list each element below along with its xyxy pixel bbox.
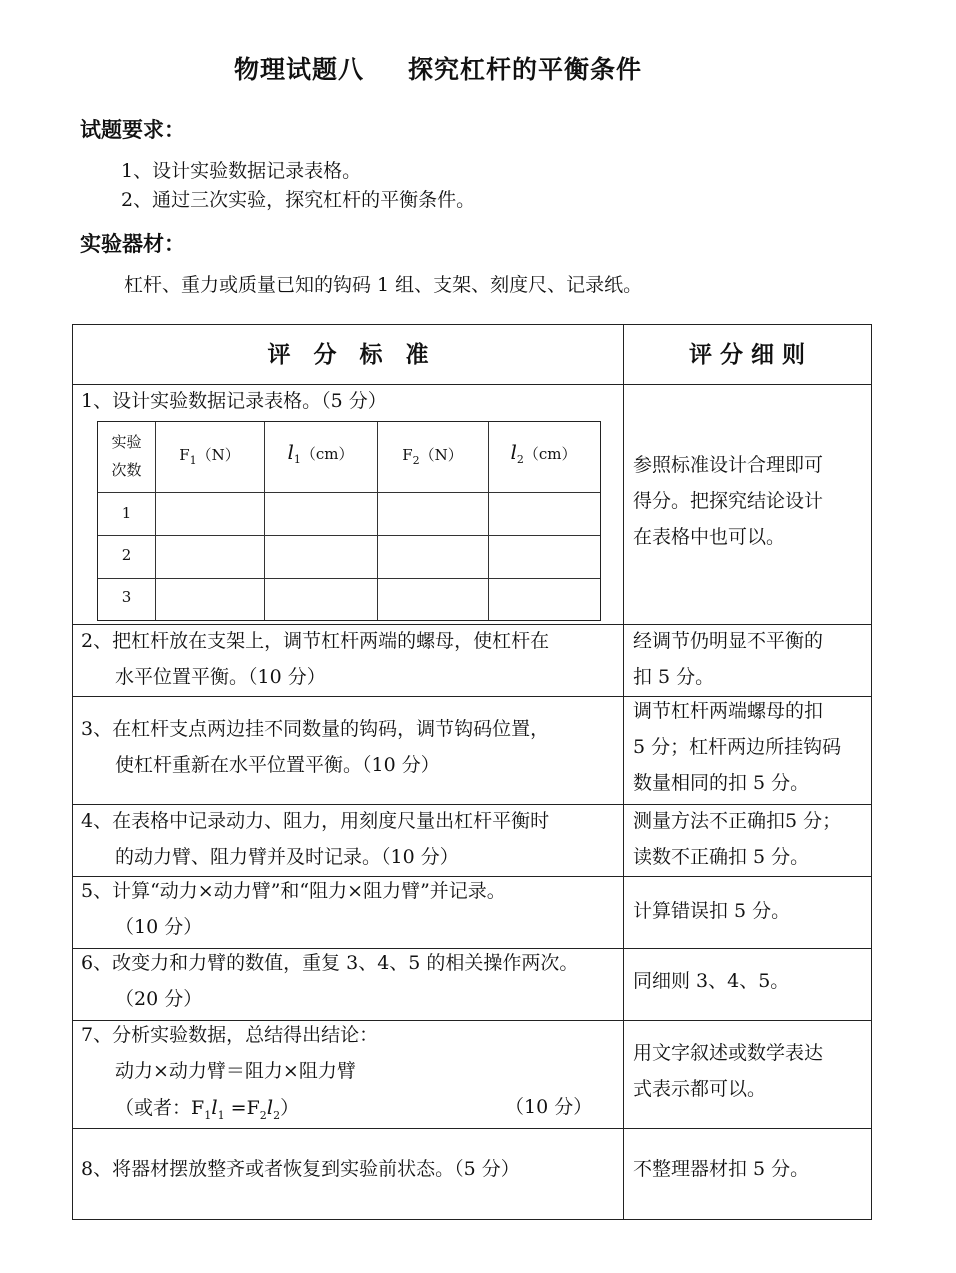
criteria-1: 1、设计实验数据记录表格。（5 分） <box>81 390 387 412</box>
record-trial-number: 1 <box>121 504 132 522</box>
criteria-6: 6、改变力和力臂的数值，重复 3、4、5 的相关操作两次。 （20 分） <box>81 952 579 1010</box>
details-7: 用文字叙述或数学表达 式表示都可以。 <box>633 1042 824 1100</box>
criteria-4: 4、在表格中记录动力、阻力，用刻度尺量出杠杆平衡时 的动力臂、阻力臂并及时记录。（10 分） <box>81 810 550 868</box>
equipment-text: 杠杆、重力或质量已知的钩码 1 组、支架、刻度尺、记录纸。 <box>124 274 643 296</box>
details-3: 调节杠杆两端螺母的扣 5 分；杠杆两边所挂钩码 数量相同的扣 5 分。 <box>633 700 842 794</box>
details-4: 测量方法不正确扣5 分； 读数不正确扣 5 分。 <box>633 810 842 868</box>
header-details: 评 分 细 则 <box>688 342 806 368</box>
page-title <box>0 50 876 86</box>
criteria-7: 7、分析实验数据，总结得出结论： 动力×动力臂＝阻力×阻力臂 （或者：$F_1l_1 =F_2l_2$） （10 分） <box>81 1017 617 1134</box>
requirements-heading: 试题要求： <box>80 118 185 142</box>
scoring-table <box>72 324 872 1220</box>
criteria-3: 3、在杠杆支点两边挂不同数量的钩码，调节钩码位置， 使杠杆重新在水平位置平衡。（10 分） <box>81 718 550 776</box>
details-5: 计算错误扣 5 分。 <box>633 900 791 922</box>
details-1: 参照标准设计合理即可 得分。把探究结论设计 在表格中也可以。 <box>633 454 824 548</box>
record-header-l1: $l_1(cm)$ <box>287 440 354 466</box>
requirement-item: 1、设计实验数据记录表格。 <box>121 160 362 182</box>
details-2: 经调节仍明显不平衡的 扣 5 分。 <box>633 630 824 688</box>
equipment-heading: 实验器材： <box>80 232 185 256</box>
record-header-trial: 实验 次数 <box>111 433 142 479</box>
record-trial-number: 3 <box>121 588 132 606</box>
title-subject: 物理试题八 <box>233 55 364 84</box>
formula-points: （10 分） <box>505 1096 593 1118</box>
column-divider <box>623 325 624 1219</box>
criteria-5: 5、计算“动力×动力臂”和“阻力×阻力臂”并记录。 （10 分） <box>81 880 506 938</box>
criteria-8: 8、将器材摆放整齐或者恢复到实验前状态。（5 分） <box>81 1158 520 1180</box>
details-8: 不整理器材扣 5 分。 <box>633 1158 810 1180</box>
criteria-2: 2、把杠杆放在支架上，调节杠杆两端的螺母，使杠杆在 水平位置平衡。（10 分） <box>81 630 550 688</box>
formula-line: （或者：$F_1l_1 =F_2l_2$） （10 分） <box>81 1089 617 1134</box>
record-trial-number: 2 <box>121 546 132 564</box>
header-criteria: 评 分 标 准 <box>267 342 429 368</box>
record-table <box>97 421 601 621</box>
requirement-item: 2、通过三次实验，探究杠杆的平衡条件。 <box>121 189 476 211</box>
record-header-l2: $l_2(cm)$ <box>510 440 577 466</box>
record-header-f1: $F_1(N)$ <box>179 446 240 467</box>
details-6: 同细则 3、4、5。 <box>633 970 790 992</box>
title-topic: 探究杠杆的平衡条件 <box>408 55 643 84</box>
record-header-f2: $F_2(N)$ <box>402 446 463 467</box>
